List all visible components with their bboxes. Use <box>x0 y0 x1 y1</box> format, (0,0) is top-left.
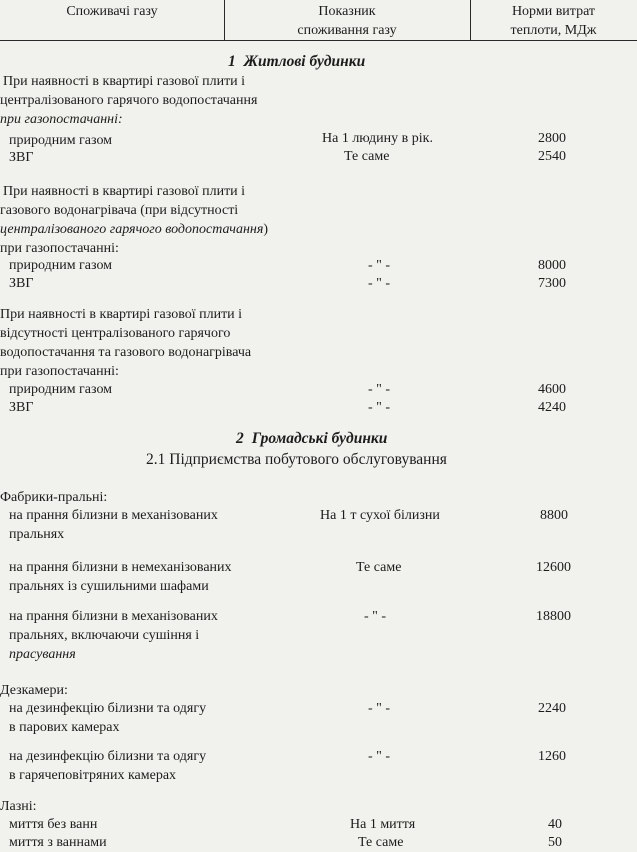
row-value: 40 <box>548 817 562 832</box>
row-indicator: На 1 т сухої білизни <box>320 508 440 523</box>
row-value: 8800 <box>540 508 568 523</box>
group-text: При наявності в квартирі газової плити і <box>3 74 246 89</box>
group-text: при газопостачанні: <box>0 112 123 127</box>
header-norms: Норми витрат теплоти, МДж <box>510 4 597 38</box>
row-value: 7300 <box>538 276 566 291</box>
section-title-residential: 1 Житлові будинки <box>228 53 366 70</box>
row-indicator: Те саме <box>358 835 404 850</box>
row-indicator: На 1 миття <box>350 817 416 832</box>
row-label: природним газом <box>9 382 113 397</box>
group-text: водопостачання та газового водонагрівача <box>0 345 252 360</box>
header-indicator: Показник споживання газу <box>297 4 397 38</box>
section-title-public: 2 Громадські будинки <box>236 430 388 447</box>
table-header <box>0 0 637 41</box>
row-value: 4600 <box>538 382 566 397</box>
row-indicator: - " - <box>368 701 391 716</box>
row-value: 2540 <box>538 149 566 164</box>
row-value: 18800 <box>536 609 571 624</box>
row-label: на прання білизни в немеханізованих <box>9 560 232 575</box>
row-label: пральнях із сушильними шафами <box>9 579 209 594</box>
row-indicator: - " - <box>368 276 391 291</box>
header-consumers: Споживачі газу <box>66 4 158 19</box>
group-text: При наявності в квартирі газової плити і <box>0 307 243 322</box>
row-value: 50 <box>548 835 562 850</box>
row-label: пральнях <box>9 527 65 542</box>
row-label: пральнях, включаючи сушіння і <box>9 628 200 643</box>
row-indicator: - " - <box>368 258 391 273</box>
row-indicator: - " - <box>368 400 391 415</box>
row-label: в парових камерах <box>9 720 120 735</box>
row-label: прасування <box>9 647 76 662</box>
row-value: 8000 <box>538 258 566 273</box>
row-value: 2240 <box>538 701 566 716</box>
row-indicator: - " - <box>364 609 387 624</box>
group-title: Дезкамери: <box>0 683 68 698</box>
group-text: При наявності в квартирі газової плити і <box>3 184 246 199</box>
row-label: на прання білизни в механізованих <box>9 508 218 523</box>
row-label: миття з ваннами <box>9 835 107 850</box>
row-indicator: - " - <box>368 382 391 397</box>
row-indicator: Те саме <box>356 560 402 575</box>
group-text: при газопостачанні: <box>0 364 119 379</box>
group-title: Лазні: <box>0 799 37 814</box>
row-label: в гарячеповітряних камерах <box>9 768 177 783</box>
row-label: природним газом <box>9 258 113 273</box>
group-text: при газопостачанні: <box>0 241 119 256</box>
row-value: 2800 <box>538 131 566 146</box>
group-text: централізованого гарячого водопостачання <box>0 93 258 108</box>
row-label: миття без ванн <box>9 817 98 832</box>
row-label: ЗВГ <box>9 400 34 415</box>
group-title: Фабрики-пральні: <box>0 490 108 505</box>
row-value: 1260 <box>538 749 566 764</box>
group-text: газового водонагрівача (при відсутності <box>0 203 239 218</box>
subsection-title: 2.1 Підприємства побутового обслуговування <box>146 451 447 468</box>
row-label: на прання білизни в механізованих <box>9 609 218 624</box>
row-label: на дезинфекцію білизни та одягу <box>9 749 207 764</box>
row-value: 4240 <box>538 400 566 415</box>
row-label: ЗВГ <box>9 150 34 165</box>
group-text: централізованого гарячого водопостачання) <box>0 222 269 237</box>
group-text: відсутності централізованого гарячого <box>0 326 231 341</box>
row-indicator: На 1 людину в рік. <box>322 131 433 146</box>
row-label: природним газом <box>9 133 113 148</box>
row-indicator: Те саме <box>344 149 390 164</box>
row-indicator: - " - <box>368 749 391 764</box>
row-label: на дезинфекцію білизни та одягу <box>9 701 207 716</box>
row-value: 12600 <box>536 560 571 575</box>
row-label: ЗВГ <box>9 276 34 291</box>
